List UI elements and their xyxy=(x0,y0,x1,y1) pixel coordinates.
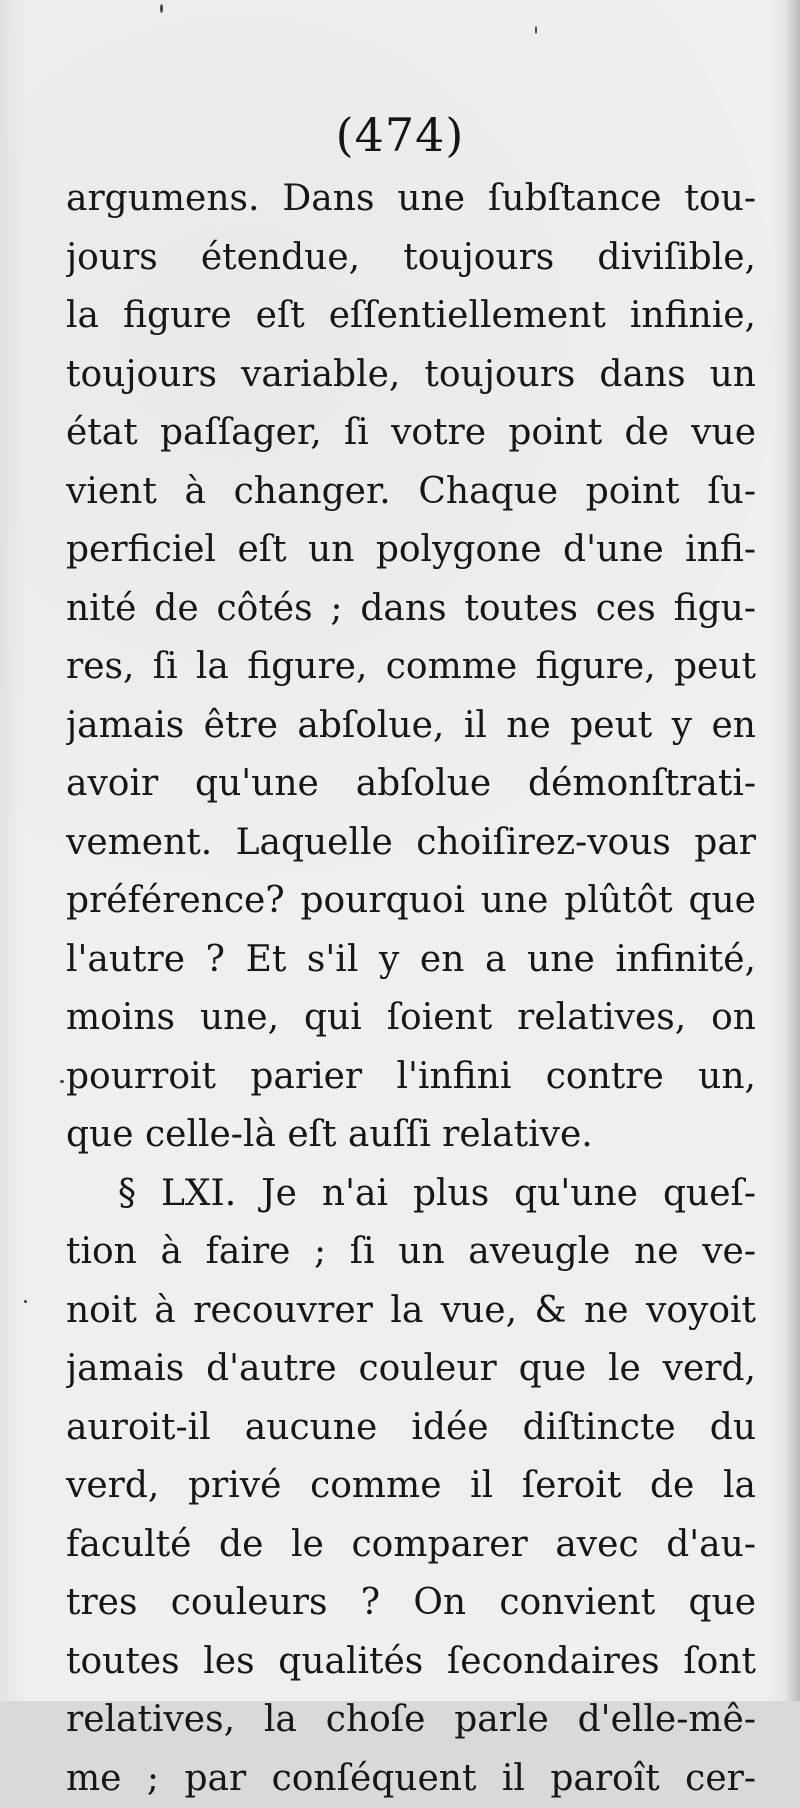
section-heading-line: § LXI. Je n'ai plus qu'une queſ- xyxy=(66,1165,756,1224)
ink-speck xyxy=(160,4,163,13)
page-edge-shadow xyxy=(786,0,800,1701)
text-line: la figure eſt eſſentiellement infinie, xyxy=(66,287,756,346)
text-line: me ; par conſéquent il paroît cer- xyxy=(66,1750,756,1808)
text-line: noit à recouvrer la vue, & ne voyoit xyxy=(66,1282,756,1341)
text-line: jamais être abſolue, il ne peut y en xyxy=(66,697,756,756)
text-line: auroit-il aucune idée diſtincte du xyxy=(66,1399,756,1458)
text-line: pourroit parier l'infini contre un, xyxy=(66,1048,756,1107)
text-line: tres couleurs ? On convient que xyxy=(66,1574,756,1633)
text-line: moins une, qui ſoient relatives, on xyxy=(66,989,756,1048)
text-line: toutes les qualités ſecondaires ſont xyxy=(66,1633,756,1692)
ink-speck xyxy=(535,26,537,34)
text-line: faculté de le comparer avec d'au- xyxy=(66,1516,756,1575)
text-line: préférence? pourquoi une plûtôt que xyxy=(66,872,756,931)
text-line: état paſſager, ſi votre point de vue xyxy=(66,404,756,463)
text-line: res, ſi la figure, comme figure, peut xyxy=(66,638,756,697)
text-line: vement. Laquelle choiſirez-vous par xyxy=(66,814,756,873)
text-line: avoir qu'une abſolue démonſtrati- xyxy=(66,755,756,814)
text-line: toujours variable, toujours dans un xyxy=(66,346,756,405)
text-line: jours étendue, toujours diviſible, xyxy=(66,229,756,288)
text-line: perficiel eſt un polygone d'une infi- xyxy=(66,521,756,580)
page-number: (474) xyxy=(0,108,800,162)
text-line: tion à faire ; ſi un aveugle ne ve- xyxy=(66,1223,756,1282)
paragraph-end-line: que celle-là eſt auſſi relative. xyxy=(66,1106,756,1165)
text-line: argumens. Dans une ſubſtance tou- xyxy=(66,170,756,229)
text-line: relatives, la choſe parle d'elle-mê- xyxy=(66,1691,756,1750)
body-text xyxy=(66,170,756,1808)
text-line: jamais d'autre couleur que le verd, xyxy=(66,1340,756,1399)
text-line: verd, privé comme il ſeroit de la xyxy=(66,1457,756,1516)
text-line: nité de côtés ; dans toutes ces figu- xyxy=(66,580,756,639)
text-line: vient à changer. Chaque point ſu- xyxy=(66,463,756,522)
text-line: l'autre ? Et s'il y en a une infinité, xyxy=(66,931,756,990)
ink-speck xyxy=(24,1300,27,1303)
ink-speck xyxy=(60,1080,64,1083)
